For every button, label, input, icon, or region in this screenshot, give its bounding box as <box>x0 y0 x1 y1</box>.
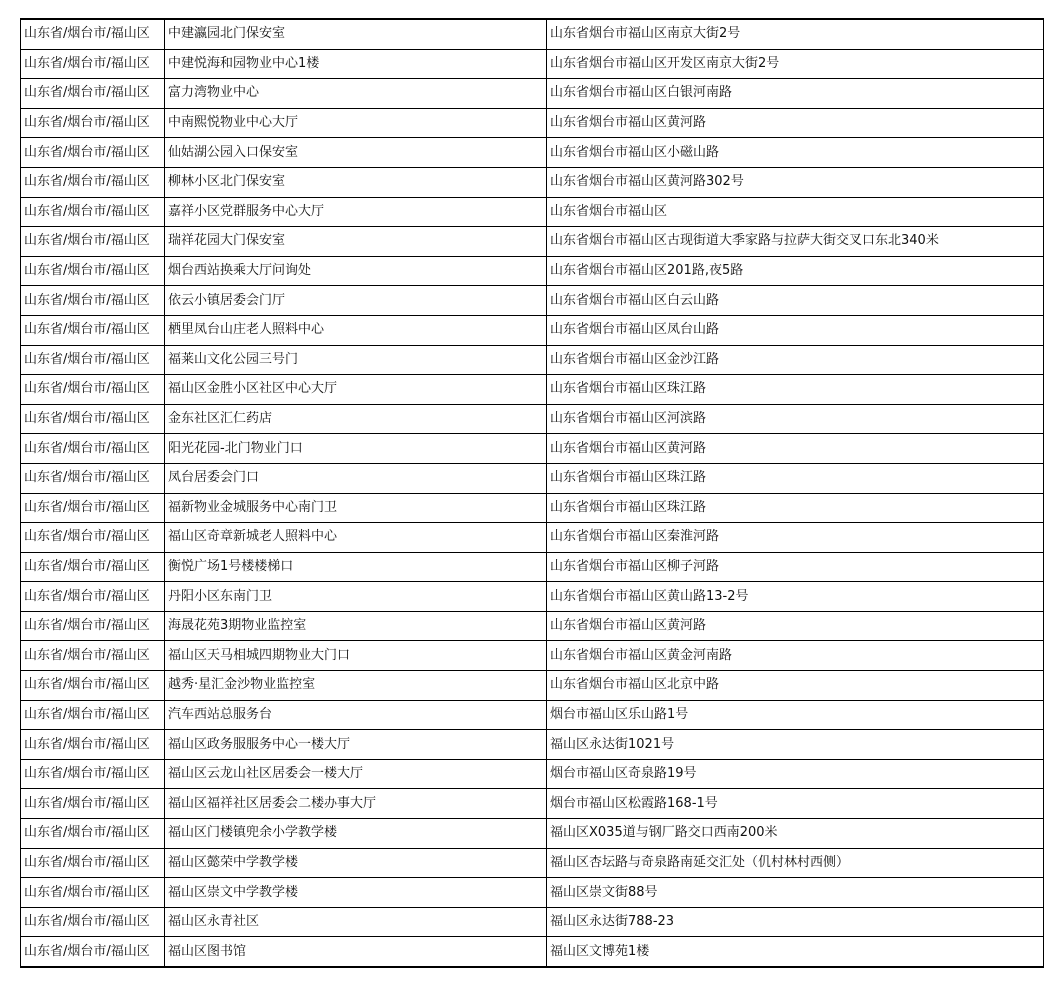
address-table-body <box>21 19 1044 967</box>
address-cell: 山东省烟台市福山区201路,夜5路 <box>547 256 1044 286</box>
address-cell: 山东省烟台市福山区南京大街2号 <box>547 19 1044 49</box>
site-name-cell: 福山区永青社区 <box>165 907 547 937</box>
address-cell: 山东省烟台市福山区黄山路13-2号 <box>547 582 1044 612</box>
region-cell: 山东省/烟台市/福山区 <box>21 286 165 316</box>
table-row <box>21 789 1044 819</box>
region-cell: 山东省/烟台市/福山区 <box>21 759 165 789</box>
site-name-cell: 阳光花园-北门物业门口 <box>165 434 547 464</box>
site-name-cell: 福莱山文化公园三号门 <box>165 345 547 375</box>
address-cell: 山东省烟台市福山区白云山路 <box>547 286 1044 316</box>
site-name-cell: 汽车西站总服务台 <box>165 700 547 730</box>
address-cell: 山东省烟台市福山区黄河路302号 <box>547 167 1044 197</box>
region-cell: 山东省/烟台市/福山区 <box>21 49 165 79</box>
table-row <box>21 404 1044 434</box>
table-row <box>21 523 1044 553</box>
address-cell: 山东省烟台市福山区黄河路 <box>547 108 1044 138</box>
region-cell: 山东省/烟台市/福山区 <box>21 789 165 819</box>
region-cell: 山东省/烟台市/福山区 <box>21 404 165 434</box>
address-cell: 山东省烟台市福山区珠江路 <box>547 463 1044 493</box>
table-row <box>21 582 1044 612</box>
table-row <box>21 345 1044 375</box>
region-cell: 山东省/烟台市/福山区 <box>21 671 165 701</box>
region-cell: 山东省/烟台市/福山区 <box>21 730 165 760</box>
address-cell: 山东省烟台市福山区白银河南路 <box>547 79 1044 109</box>
table-row <box>21 848 1044 878</box>
address-cell: 山东省烟台市福山区小磁山路 <box>547 138 1044 168</box>
table-row <box>21 907 1044 937</box>
address-cell: 山东省烟台市福山区河滨路 <box>547 404 1044 434</box>
address-cell: 烟台市福山区乐山路1号 <box>547 700 1044 730</box>
table-row <box>21 463 1044 493</box>
region-cell: 山东省/烟台市/福山区 <box>21 345 165 375</box>
site-name-cell: 丹阳小区东南门卫 <box>165 582 547 612</box>
site-name-cell: 中南熙悦物业中心大厅 <box>165 108 547 138</box>
site-name-cell: 瑞祥花园大门保安室 <box>165 227 547 257</box>
region-cell: 山东省/烟台市/福山区 <box>21 375 165 405</box>
site-name-cell: 福新物业金城服务中心南门卫 <box>165 493 547 523</box>
table-row <box>21 819 1044 849</box>
region-cell: 山东省/烟台市/福山区 <box>21 493 165 523</box>
address-cell: 山东省烟台市福山区黄金河南路 <box>547 641 1044 671</box>
region-cell: 山东省/烟台市/福山区 <box>21 937 165 967</box>
table-row <box>21 878 1044 908</box>
site-name-cell: 福山区福祥社区居委会二楼办事大厅 <box>165 789 547 819</box>
table-row <box>21 79 1044 109</box>
site-name-cell: 衡悦广场1号楼楼梯口 <box>165 552 547 582</box>
table-row <box>21 493 1044 523</box>
address-cell: 山东省烟台市福山区珠江路 <box>547 375 1044 405</box>
address-cell: 福山区崇文街88号 <box>547 878 1044 908</box>
address-cell: 山东省烟台市福山区秦淮河路 <box>547 523 1044 553</box>
region-cell: 山东省/烟台市/福山区 <box>21 523 165 553</box>
region-cell: 山东省/烟台市/福山区 <box>21 79 165 109</box>
site-name-cell: 福山区图书馆 <box>165 937 547 967</box>
site-name-cell: 福山区云龙山社区居委会一楼大厅 <box>165 759 547 789</box>
address-cell: 福山区永达街788-23 <box>547 907 1044 937</box>
site-name-cell: 中建悦海和园物业中心1楼 <box>165 49 547 79</box>
table-row <box>21 641 1044 671</box>
table-row <box>21 315 1044 345</box>
site-name-cell: 福山区门楼镇兜余小学教学楼 <box>165 819 547 849</box>
site-name-cell: 中建瀛园北门保安室 <box>165 19 547 49</box>
region-cell: 山东省/烟台市/福山区 <box>21 552 165 582</box>
region-cell: 山东省/烟台市/福山区 <box>21 167 165 197</box>
address-cell: 烟台市福山区松霞路168-1号 <box>547 789 1044 819</box>
region-cell: 山东省/烟台市/福山区 <box>21 138 165 168</box>
address-cell: 山东省烟台市福山区珠江路 <box>547 493 1044 523</box>
site-name-cell: 栖里凤台山庄老人照料中心 <box>165 315 547 345</box>
site-name-cell: 福山区奇章新城老人照料中心 <box>165 523 547 553</box>
site-name-cell: 仙姑湖公园入口保安室 <box>165 138 547 168</box>
table-row <box>21 49 1044 79</box>
address-table <box>20 18 1044 968</box>
site-name-cell: 福山区懿荣中学教学楼 <box>165 848 547 878</box>
region-cell: 山东省/烟台市/福山区 <box>21 878 165 908</box>
region-cell: 山东省/烟台市/福山区 <box>21 819 165 849</box>
table-row <box>21 375 1044 405</box>
site-name-cell: 柳林小区北门保安室 <box>165 167 547 197</box>
region-cell: 山东省/烟台市/福山区 <box>21 197 165 227</box>
site-name-cell: 嘉祥小区党群服务中心大厅 <box>165 197 547 227</box>
table-row <box>21 671 1044 701</box>
region-cell: 山东省/烟台市/福山区 <box>21 641 165 671</box>
region-cell: 山东省/烟台市/福山区 <box>21 256 165 286</box>
address-cell: 山东省烟台市福山区北京中路 <box>547 671 1044 701</box>
region-cell: 山东省/烟台市/福山区 <box>21 848 165 878</box>
address-cell: 烟台市福山区奇泉路19号 <box>547 759 1044 789</box>
region-cell: 山东省/烟台市/福山区 <box>21 315 165 345</box>
region-cell: 山东省/烟台市/福山区 <box>21 434 165 464</box>
table-row <box>21 197 1044 227</box>
region-cell: 山东省/烟台市/福山区 <box>21 227 165 257</box>
site-name-cell: 福山区崇文中学教学楼 <box>165 878 547 908</box>
region-cell: 山东省/烟台市/福山区 <box>21 907 165 937</box>
site-name-cell: 依云小镇居委会门厅 <box>165 286 547 316</box>
table-row <box>21 937 1044 967</box>
table-row <box>21 730 1044 760</box>
table-row <box>21 611 1044 641</box>
address-cell: 福山区文博苑1楼 <box>547 937 1044 967</box>
region-cell: 山东省/烟台市/福山区 <box>21 463 165 493</box>
site-name-cell: 越秀·星汇金沙物业监控室 <box>165 671 547 701</box>
site-name-cell: 金东社区汇仁药店 <box>165 404 547 434</box>
region-cell: 山东省/烟台市/福山区 <box>21 19 165 49</box>
address-cell: 福山区永达街1021号 <box>547 730 1044 760</box>
site-name-cell: 凤台居委会门口 <box>165 463 547 493</box>
region-cell: 山东省/烟台市/福山区 <box>21 611 165 641</box>
table-row <box>21 286 1044 316</box>
table-row <box>21 256 1044 286</box>
table-row <box>21 227 1044 257</box>
table-row <box>21 700 1044 730</box>
table-row <box>21 552 1044 582</box>
table-row <box>21 19 1044 49</box>
site-name-cell: 福山区金胜小区社区中心大厅 <box>165 375 547 405</box>
address-cell: 山东省烟台市福山区凤台山路 <box>547 315 1044 345</box>
site-name-cell: 海晟花苑3期物业监控室 <box>165 611 547 641</box>
site-name-cell: 烟台西站换乘大厅问询处 <box>165 256 547 286</box>
table-row <box>21 138 1044 168</box>
address-cell: 福山区X035道与钢厂路交口西南200米 <box>547 819 1044 849</box>
region-cell: 山东省/烟台市/福山区 <box>21 582 165 612</box>
table-row <box>21 434 1044 464</box>
address-cell: 山东省烟台市福山区金沙江路 <box>547 345 1044 375</box>
address-cell: 山东省烟台市福山区柳子河路 <box>547 552 1044 582</box>
site-name-cell: 富力湾物业中心 <box>165 79 547 109</box>
address-cell: 山东省烟台市福山区 <box>547 197 1044 227</box>
table-row <box>21 167 1044 197</box>
region-cell: 山东省/烟台市/福山区 <box>21 700 165 730</box>
table-row <box>21 759 1044 789</box>
table-row <box>21 108 1044 138</box>
site-name-cell: 福山区政务服服务中心一楼大厅 <box>165 730 547 760</box>
address-cell: 福山区杏坛路与奇泉路南延交汇处（仉村林村西侧） <box>547 848 1044 878</box>
address-cell: 山东省烟台市福山区开发区南京大街2号 <box>547 49 1044 79</box>
address-cell: 山东省烟台市福山区黄河路 <box>547 434 1044 464</box>
address-cell: 山东省烟台市福山区黄河路 <box>547 611 1044 641</box>
site-name-cell: 福山区天马相城四期物业大门口 <box>165 641 547 671</box>
address-cell: 山东省烟台市福山区古现街道大季家路与拉萨大街交叉口东北340米 <box>547 227 1044 257</box>
region-cell: 山东省/烟台市/福山区 <box>21 108 165 138</box>
